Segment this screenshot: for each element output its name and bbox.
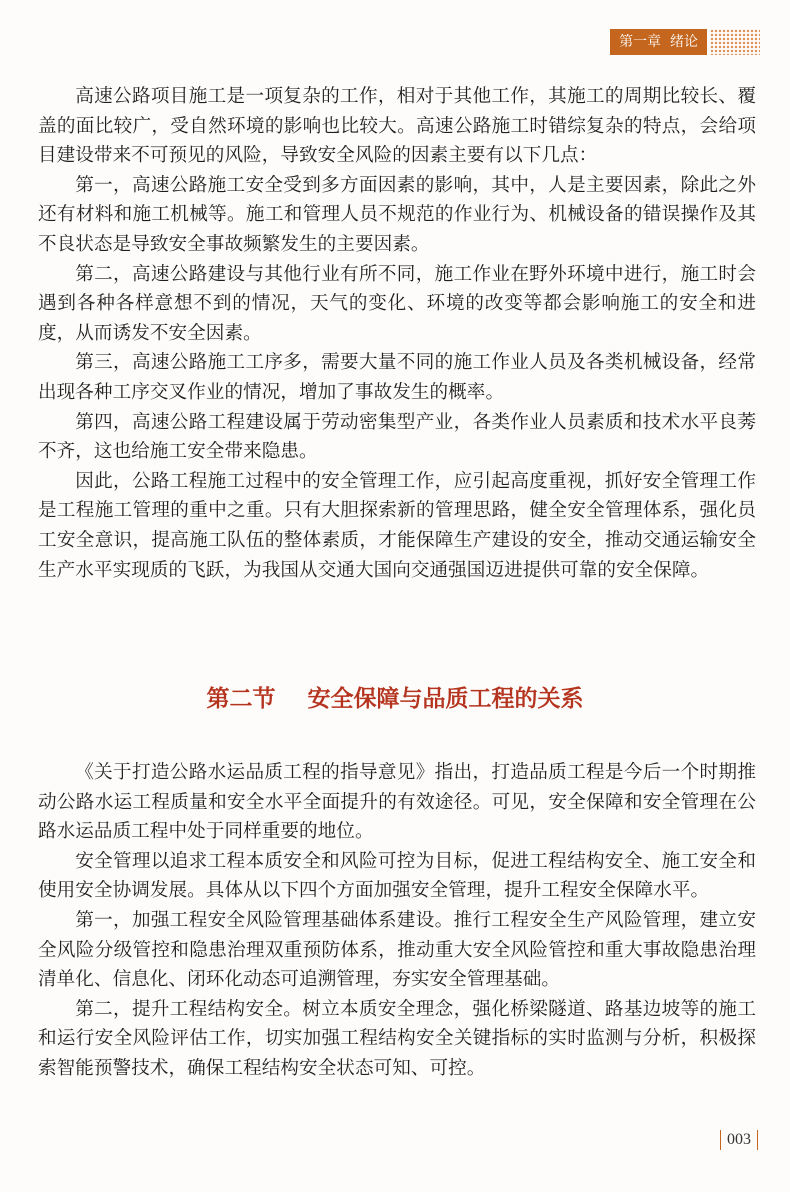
paragraph: 第一，加强工程安全风险管理基础体系建设。推行工程安全生产风险管理，建立安全风险分级管控和隐患治理双重预防体系，推动重大安全风险管控和重大事故隐患治理清单化、信息化、闭环化动态可追溯管理，夯实安全管理基础。 <box>38 909 756 991</box>
page-number: 003 <box>720 1130 758 1150</box>
paragraph: 高速公路项目施工是一项复杂的工作，相对于其他工作，其施工的周期比较长、覆盖的面比较广，受自然环境的影响也比较大。高速公路施工时错综复杂的特点，会给项目建设带来不可预见的风险，导致安全风险的因素主要有以下几点： <box>38 86 756 167</box>
chapter-header <box>610 29 760 55</box>
section-1-body <box>38 82 756 585</box>
chapter-label: 第一章 绪论 <box>610 29 707 55</box>
decorative-dot-pattern <box>710 29 760 55</box>
paragraph: 第二，高速公路建设与其他行业有所不同，施工作业在野外环境中进行，施工时会遇到各种各样意想不到的情况，天气的变化、环境的改变等都会影响施工的安全和进度，从而诱发不安全因素。 <box>38 263 756 344</box>
paragraph: 第一，高速公路施工安全受到多方面因素的影响，其中，人是主要因素，除此之外还有材料和施工机械等。施工和管理人员不规范的作业行为、机械设备的错误操作及其不良状态是导致安全事故频繁发生的主要因素。 <box>38 174 756 255</box>
section-2-body <box>38 758 756 1084</box>
paragraph: 安全管理以追求工程本质安全和风险可控为目标，促进工程结构安全、施工安全和使用安全协调发展。具体从以下四个方面加强安全管理，提升工程安全保障水平。 <box>38 850 756 902</box>
paragraph: 第三，高速公路施工工序多，需要大量不同的施工作业人员及各类机械设备，经常出现各种工序交叉作业的情况，增加了事故发生的概率。 <box>38 352 756 403</box>
paragraph: 第四，高速公路工程建设属于劳动密集型产业，各类作业人员素质和技术水平良莠不齐，这也给施工安全带来隐患。 <box>38 411 756 463</box>
paragraph: 因此，公路工程施工过程中的安全管理工作，应引起高度重视，抓好安全管理工作是工程施工管理的重中之重。只有大胆探索新的管理思路，健全安全管理体系，强化员工安全意识，提高施工队伍的整体素质，才能保障生产建设的安全，推动交通运输安全生产水平实现质的飞跃，为我国从交通大国向交通强国迈进提供可靠的安全保障。 <box>38 470 756 581</box>
paragraph: 《关于打造公路水运品质工程的指导意见》指出，打造品质工程是今后一个时期推动公路水运工程质量和安全水平全面提升的有效途径。可见，安全保障和安全管理在公路水运品质工程中处于同样重要的地位。 <box>38 762 756 843</box>
paragraph: 第二，提升工程结构安全。树立本质安全理念，强化桥梁隧道、路基边坡等的施工和运行安全风险评估工作，切实加强工程结构安全关键指标的实时监测与分析，积极探索智能预警技术，确保工程结构安全状态可知、可控。 <box>38 998 756 1079</box>
section-heading: 第二节 安全保障与品质工程的关系 <box>206 686 584 712</box>
